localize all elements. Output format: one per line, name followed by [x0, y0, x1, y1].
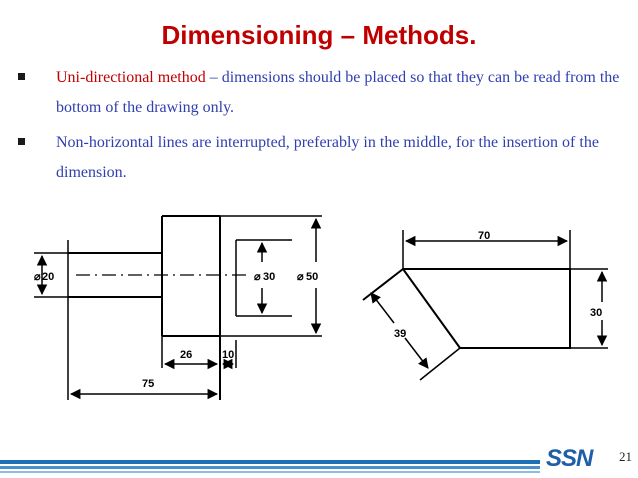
page-number: 21: [619, 449, 632, 464]
dim-26-label: 26: [180, 349, 193, 361]
svg-text:SSN: SSN: [546, 445, 593, 472]
bullet-2-text: Non-horizontal lines are interrupted, preferably in the middle, for the insertion of the dimension.: [56, 134, 599, 181]
dim-phi30-label: 30: [263, 271, 276, 283]
bullet-1-text: – dimensions should be placed so that they can be read from the bottom of the drawing only.: [56, 69, 620, 116]
dim-phi30-symbol: ⌀: [254, 271, 261, 283]
dim-30-right-label: 30: [590, 307, 603, 319]
dim-39-label: 39: [394, 328, 407, 340]
stepped-shaft-drawing: [68, 216, 322, 400]
slide-title: Dimensioning – Methods.: [161, 20, 477, 50]
dim-10-label: 10: [222, 349, 235, 361]
dim-phi20-symbol: ⌀: [34, 271, 41, 283]
footer-bar: [0, 460, 540, 473]
dim-75-label: 75: [142, 378, 155, 390]
angled-block-drawing: [363, 230, 608, 380]
bullet-1-highlight: Uni-directional method: [56, 69, 206, 86]
dim-phi50-symbol: ⌀: [297, 271, 304, 283]
dim-phi50-label: 50: [306, 271, 319, 283]
dim-phi20-label: 20: [42, 271, 55, 283]
dim-70-label: 70: [478, 230, 491, 242]
ssn-logo: [546, 445, 594, 472]
